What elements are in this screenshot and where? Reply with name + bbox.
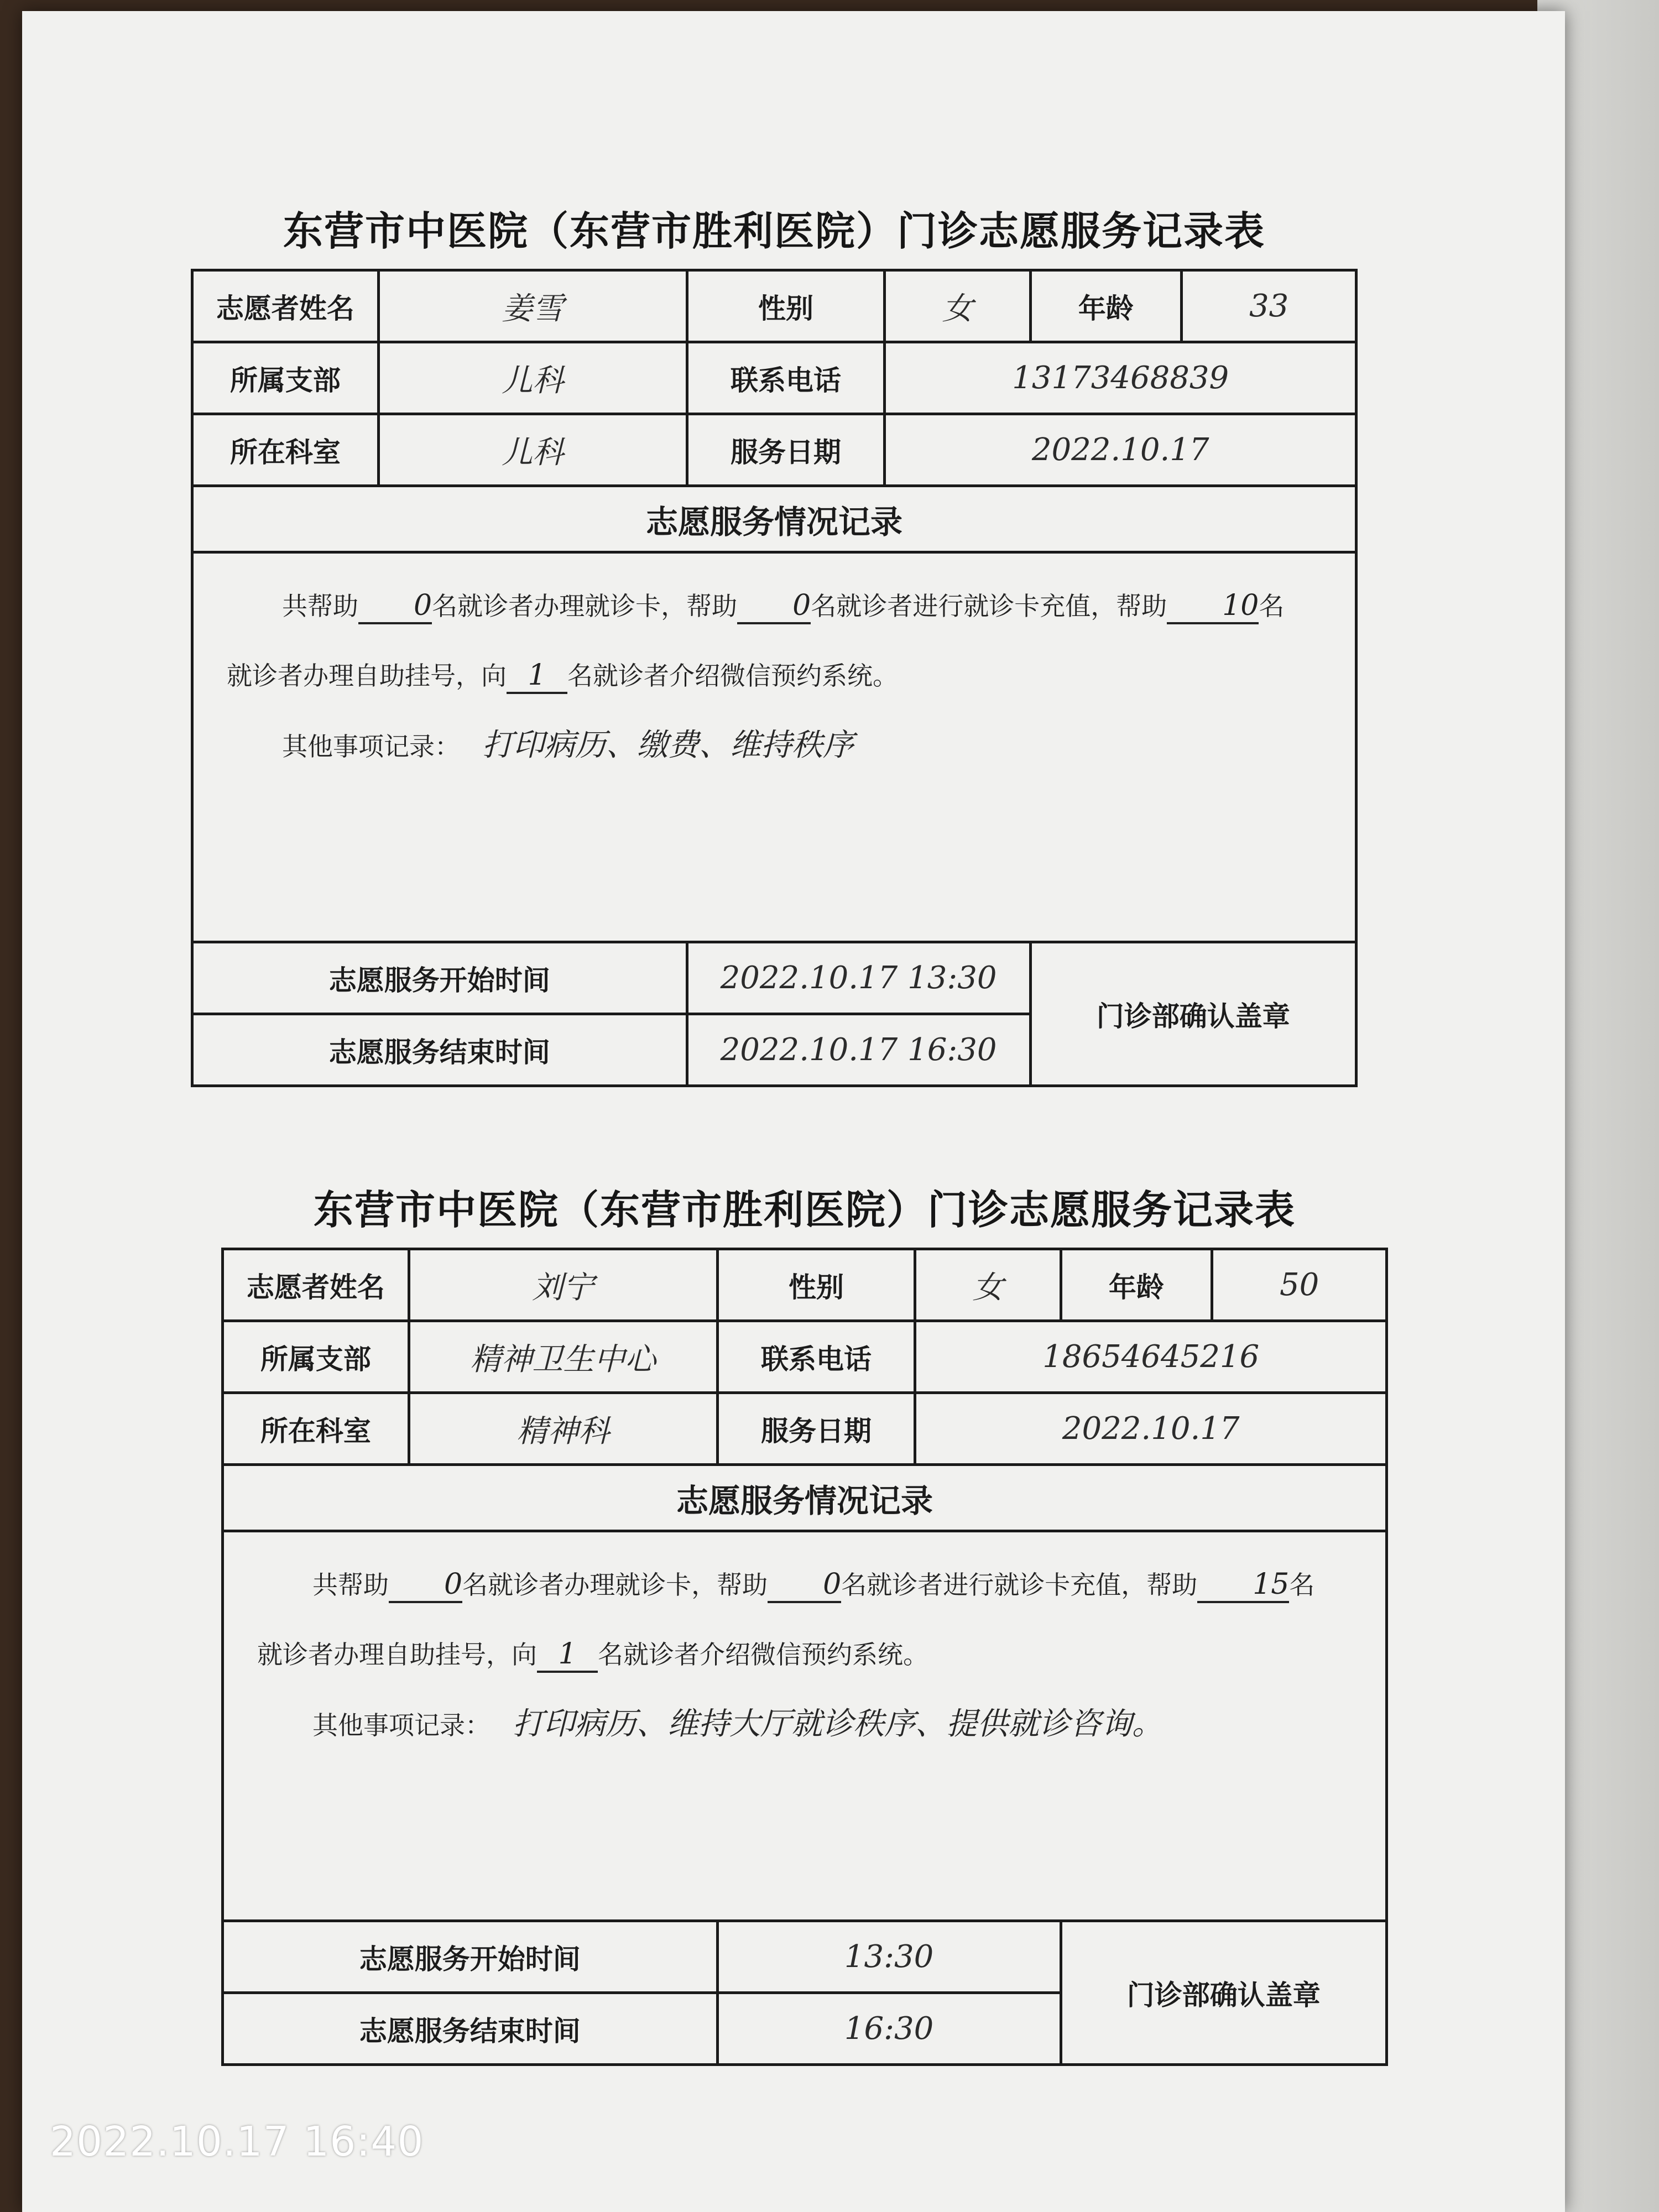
photo-timestamp: 2022.10.17 16:40 bbox=[50, 2118, 424, 2166]
section-title: 志愿服务情况记录 bbox=[223, 1465, 1387, 1531]
label-dept: 所在科室 bbox=[223, 1393, 409, 1465]
value-date: 2022.10.17 bbox=[885, 414, 1357, 486]
label-start-time: 志愿服务开始时间 bbox=[223, 1921, 718, 1993]
record-line-other: 其他事项记录： 打印病历、维持大厅就诊秩序、提供就诊咨询。 bbox=[312, 1706, 1163, 1742]
label-end-time: 志愿服务结束时间 bbox=[223, 1993, 718, 2065]
label-dept: 所在科室 bbox=[192, 414, 379, 486]
record-line-other: 其他事项记录： 打印病历、缴费、维持秩序 bbox=[282, 727, 854, 763]
value-gender: 女 bbox=[885, 270, 1030, 342]
other-notes: 打印病历、维持大厅就诊秩序、提供就诊咨询。 bbox=[513, 1706, 1163, 1742]
section-title: 志愿服务情况记录 bbox=[192, 486, 1357, 552]
label-end-time: 志愿服务结束时间 bbox=[192, 1014, 687, 1086]
form-table bbox=[191, 269, 1358, 1087]
value-date: 2022.10.17 bbox=[915, 1393, 1387, 1465]
label-gender: 性别 bbox=[687, 270, 885, 342]
label-start-time: 志愿服务开始时间 bbox=[192, 942, 687, 1014]
label-date: 服务日期 bbox=[717, 1393, 915, 1465]
label-age: 年龄 bbox=[1061, 1249, 1212, 1321]
label-gender: 性别 bbox=[717, 1249, 915, 1321]
value-name: 刘宁 bbox=[409, 1249, 717, 1321]
service-record bbox=[223, 1531, 1387, 1921]
form-table bbox=[221, 1248, 1388, 2066]
value-branch: 精神卫生中心 bbox=[409, 1321, 717, 1393]
label-branch: 所属支部 bbox=[223, 1321, 409, 1393]
card-count: 0 bbox=[389, 1568, 462, 1603]
card-count: 0 bbox=[358, 589, 432, 624]
other-notes: 打印病历、缴费、维持秩序 bbox=[482, 727, 854, 763]
value-gender: 女 bbox=[915, 1249, 1061, 1321]
value-age: 33 bbox=[1182, 270, 1357, 342]
label-phone: 联系电话 bbox=[717, 1321, 915, 1393]
stamp-cell: 门诊部确认盖章 bbox=[1030, 942, 1356, 1086]
recharge-count: 0 bbox=[768, 1568, 841, 1603]
value-dept: 精神科 bbox=[409, 1393, 717, 1465]
wechat-count: 1 bbox=[537, 1637, 598, 1673]
service-record bbox=[192, 552, 1357, 942]
form-title: 东营市中医院（东营市胜利医院）门诊志愿服务记录表 bbox=[283, 208, 1265, 254]
label-phone: 联系电话 bbox=[687, 342, 885, 414]
wechat-count: 1 bbox=[507, 659, 567, 694]
record-line-1: 共帮助 0名就诊者办理就诊卡，帮助 0名就诊者进行就诊卡充值，帮助 10名 bbox=[227, 581, 1322, 631]
stamp-cell: 门诊部确认盖章 bbox=[1061, 1921, 1386, 2065]
label-date: 服务日期 bbox=[687, 414, 885, 486]
label-branch: 所属支部 bbox=[192, 342, 379, 414]
value-phone: 18654645216 bbox=[915, 1321, 1387, 1393]
label-age: 年龄 bbox=[1030, 270, 1182, 342]
value-start-time: 2022.10.17 13:30 bbox=[687, 942, 1030, 1014]
record-line-2: 就诊者办理自助挂号，向 1 名就诊者介绍微信预约系统。 bbox=[257, 1630, 1352, 1679]
form-title: 东营市中医院（东营市胜利医院）门诊志愿服务记录表 bbox=[313, 1187, 1296, 1233]
registration-count: 10 bbox=[1167, 589, 1259, 624]
record-form-2 bbox=[221, 1178, 1388, 2066]
record-line-2: 就诊者办理自助挂号，向 1 名就诊者介绍微信预约系统。 bbox=[227, 651, 1322, 701]
record-form-1 bbox=[191, 199, 1358, 1087]
value-end-time: 2022.10.17 16:30 bbox=[687, 1014, 1030, 1086]
value-dept: 儿科 bbox=[378, 414, 687, 486]
value-start-time: 13:30 bbox=[717, 1921, 1061, 1993]
value-phone: 13173468839 bbox=[885, 342, 1357, 414]
record-line-1: 共帮助 0名就诊者办理就诊卡，帮助 0名就诊者进行就诊卡充值，帮助 15名 bbox=[257, 1560, 1352, 1610]
recharge-count: 0 bbox=[737, 589, 811, 624]
registration-count: 15 bbox=[1197, 1568, 1289, 1603]
value-name: 姜雪 bbox=[378, 270, 687, 342]
value-age: 50 bbox=[1212, 1249, 1387, 1321]
label-name: 志愿者姓名 bbox=[223, 1249, 409, 1321]
label-name: 志愿者姓名 bbox=[192, 270, 379, 342]
value-end-time: 16:30 bbox=[717, 1993, 1061, 2065]
value-branch: 儿科 bbox=[378, 342, 687, 414]
